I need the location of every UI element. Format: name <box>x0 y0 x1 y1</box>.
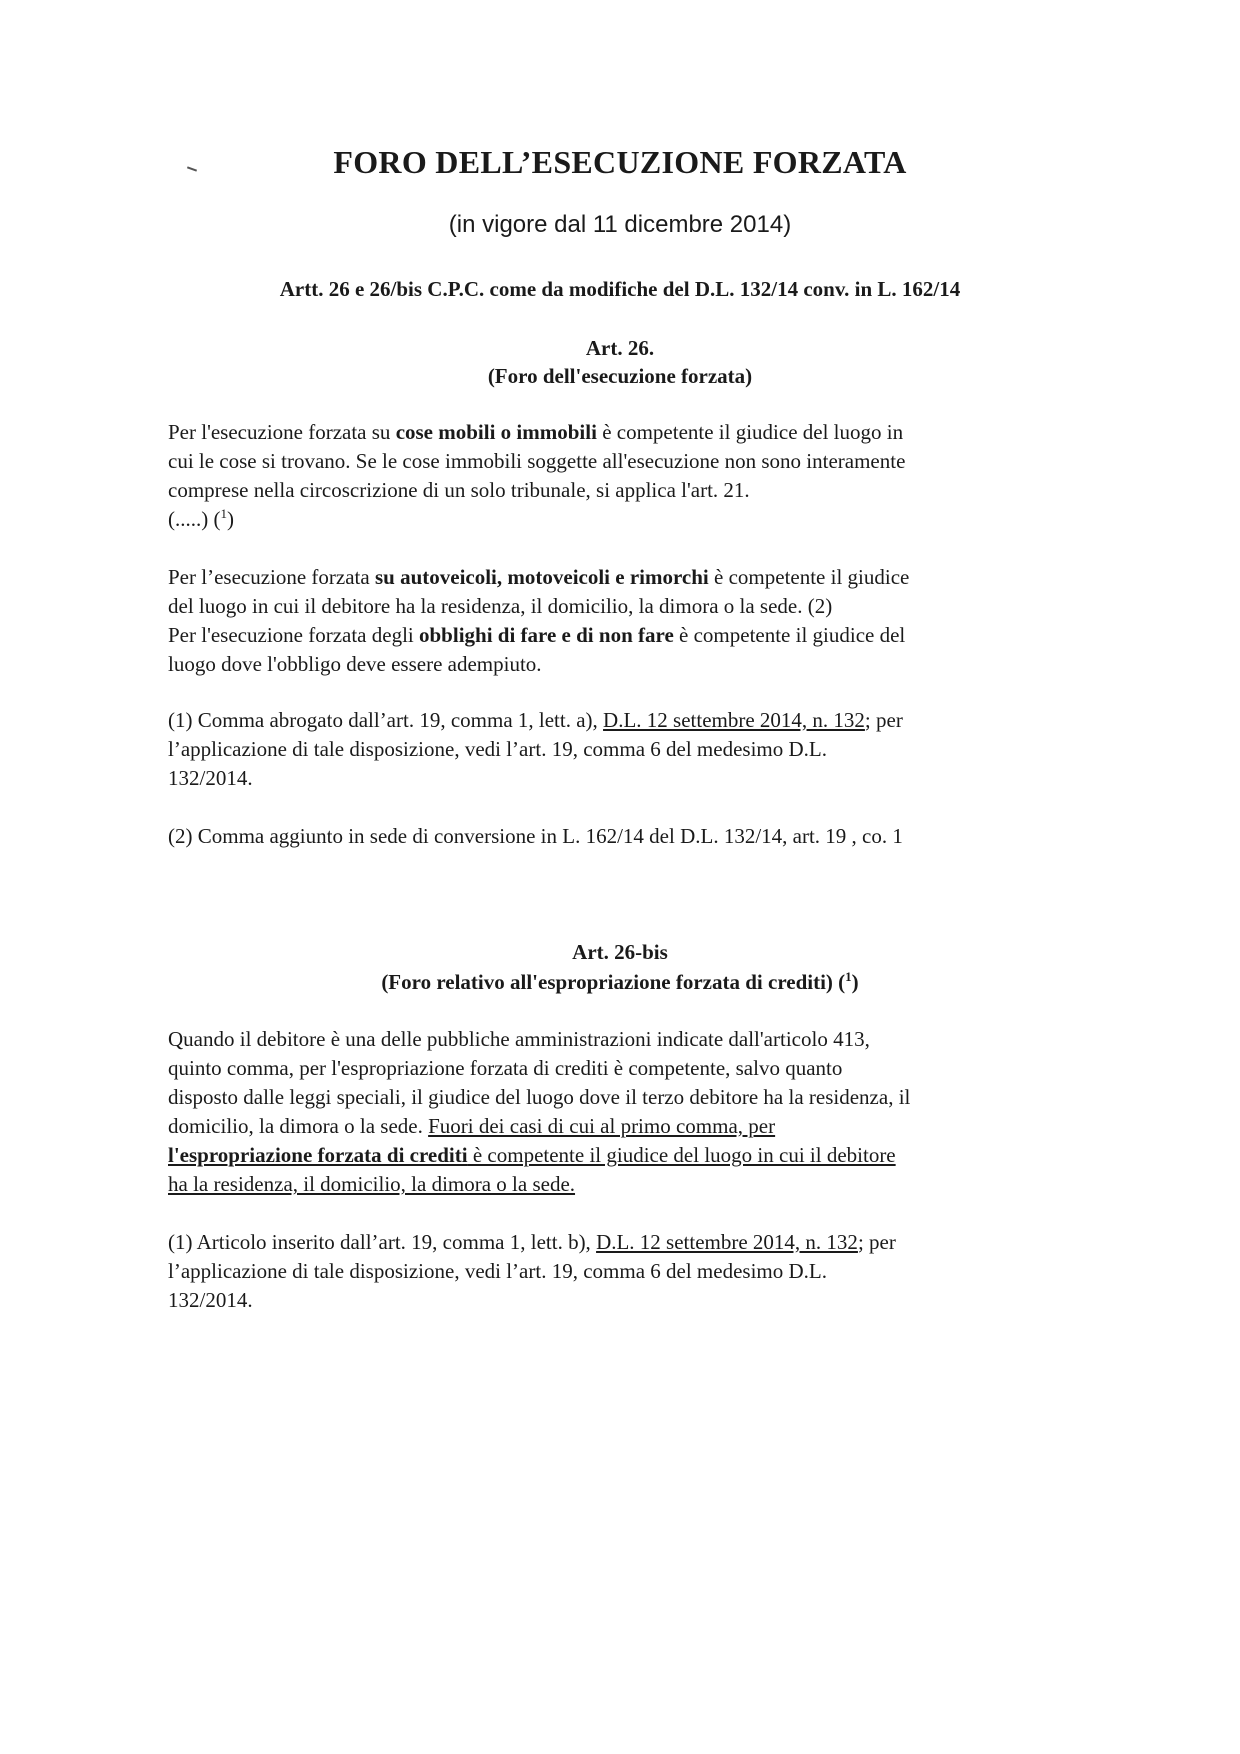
art26bis-heading: (Foro relativo all'espropriazione forzata di crediti) ($^1$) <box>381 969 859 994</box>
text-line: Per l'esecuzione forzata su cose mobili o immobili è competente il giudice del luogo in <box>168 420 904 444</box>
text-line: disposto dalle leggi speciali, il giudice del luogo dove il terzo debitore ha la residenza, il <box>168 1085 911 1109</box>
footnote-ref: 1 <box>220 506 227 521</box>
decree-link[interactable]: D.L. 12 settembre 2014, n. 132 <box>603 708 865 732</box>
references-line: Artt. 26 e 26/bis C.P.C. come da modifiche del D.L. 132/14 conv. in L. 162/14 <box>279 277 961 301</box>
text-line: luogo dove l'obbligo deve essere adempiuto. <box>168 652 542 676</box>
art26bis-paragraph-1 <box>168 1025 1078 1199</box>
art26-paragraph-1 <box>168 418 1078 534</box>
text-line: (.....) ($^1$) <box>168 506 234 531</box>
text-line: l’applicazione di tale disposizione, vedi l’art. 19, comma 6 del medesimo D.L. <box>168 1259 827 1283</box>
text-line: comprese nella circoscrizione di un solo tribunale, si applica l'art. 21. <box>168 478 750 502</box>
footnote-ref: 1 <box>845 969 852 984</box>
art26-heading: (Foro dell'esecuzione forzata) <box>487 364 753 388</box>
art26-footnote-1 <box>168 706 1078 793</box>
art26-paragraph-2 <box>168 563 1078 679</box>
document-title: FORO DELL’ESECUZIONE FORZATA <box>333 144 907 180</box>
text-line: (1) Comma abrogato dall’art. 19, comma 1, lett. a), D.L. 12 settembre 2014, n. 132; per <box>168 708 903 732</box>
text-line: Per l’esecuzione forzata su autoveicoli, motoveicoli e rimorchi è competente il giudice <box>168 565 910 589</box>
text-line: domicilio, la dimora o la sede. Fuori dei casi di cui al primo comma, per <box>168 1114 776 1138</box>
text-line: l'espropriazione forzata di crediti è competente il giudice del luogo in cui il debitore <box>168 1143 896 1167</box>
text-line: 132/2014. <box>168 1288 253 1312</box>
text-line: (2) Comma aggiunto in sede di conversione in L. 162/14 del D.L. 132/14, art. 19 , co. 1 <box>168 824 903 848</box>
text-line: 132/2014. <box>168 766 253 790</box>
text-line: ha la residenza, il domicilio, la dimora o la sede. <box>168 1172 576 1196</box>
art26-footnote-2 <box>168 822 1078 851</box>
decree-link[interactable]: D.L. 12 settembre 2014, n. 132 <box>596 1230 858 1254</box>
text-line: quinto comma, per l'espropriazione forzata di crediti è competente, salvo quanto <box>168 1056 843 1080</box>
art26-number: Art. 26. <box>585 336 655 360</box>
text-line: cui le cose si trovano. Se le cose immobili soggette all'esecuzione non sono interamente <box>168 449 906 473</box>
art26bis-footnote-1 <box>168 1228 1078 1315</box>
text-line: Quando il debitore è una delle pubbliche amministrazioni indicate dall'articolo 413, <box>168 1027 870 1051</box>
document-subtitle: (in vigore dal 11 dicembre 2014) <box>448 211 792 238</box>
text-line: del luogo in cui il debitore ha la residenza, il domicilio, la dimora o la sede. (2) <box>168 594 833 618</box>
text-line: Per l'esecuzione forzata degli obblighi di fare e di non fare è competente il giudice del <box>168 623 906 647</box>
text-line: l’applicazione di tale disposizione, vedi l’art. 19, comma 6 del medesimo D.L. <box>168 737 827 761</box>
text-line: (1) Articolo inserito dall’art. 19, comma 1, lett. b), D.L. 12 settembre 2014, n. 132; per <box>168 1230 896 1254</box>
art26bis-number: Art. 26-bis <box>572 940 668 964</box>
